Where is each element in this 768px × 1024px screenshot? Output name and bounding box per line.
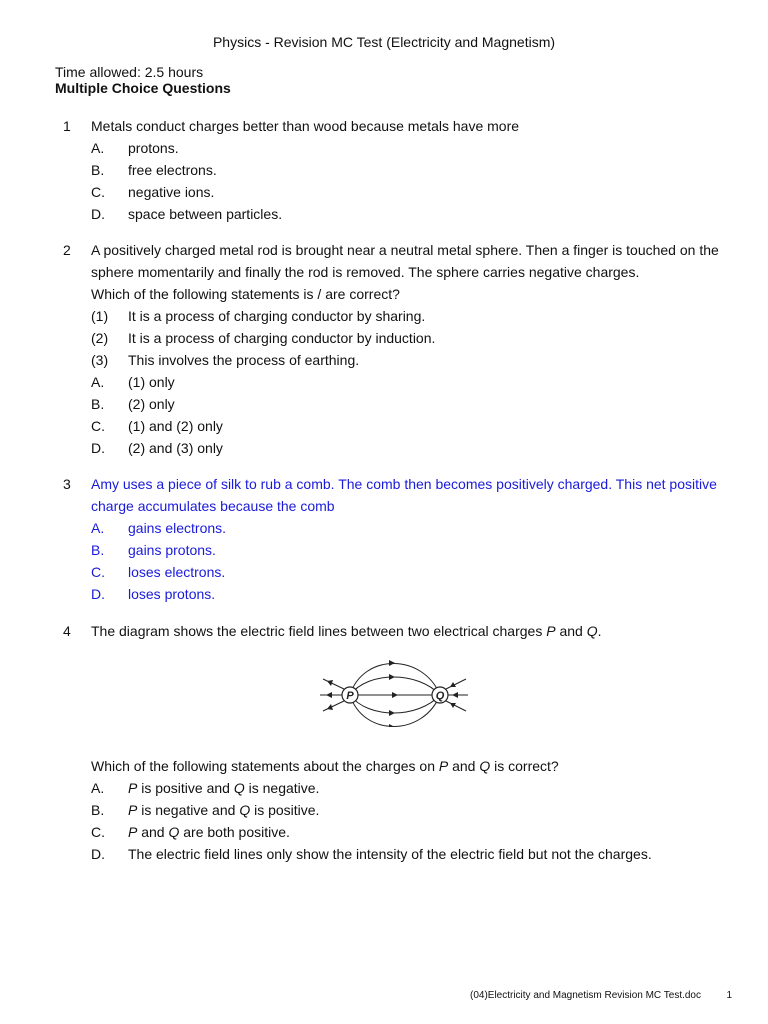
question-2 [0, 239, 768, 459]
question-1 [0, 115, 768, 225]
footer-filename: (04)Electricity and Magnetism Revision MC Test.doc [469, 990, 701, 1001]
statement-1: (1) It is a process of charging conductor by sharing. [91, 308, 426, 324]
question-stem: Metals conduct charges better than wood because metals have more [91, 118, 520, 134]
option-a: A. gains electrons. [91, 520, 227, 536]
charge-q-label: Q [435, 690, 445, 702]
question-stem: Amy uses a piece of silk to rub a comb. The comb then becomes positively charged. This net positive [91, 476, 717, 492]
option-a: A. protons. [91, 140, 179, 156]
section-heading: Multiple Choice Questions [55, 80, 231, 96]
statement-2: (2) It is a process of charging conductor by induction. [91, 330, 436, 346]
charge-p-label: P [346, 690, 354, 702]
option-c: C. loses electrons. [91, 564, 226, 580]
question-prompt: Which of the following statements about the charges on P and Q is correct? [91, 758, 559, 774]
question-stem: A positively charged metal rod is brought near a neutral metal sphere. Then a finger is touched on the [91, 242, 719, 258]
option-c: C. (1) and (2) only [91, 418, 223, 434]
field-line-outer-top [350, 664, 440, 696]
option-a: A. P is positive and Q is negative. [91, 780, 320, 796]
question-prompt: Which of the following statements is / are correct? [91, 286, 400, 302]
arrow-icon [392, 692, 398, 698]
question-number: 4 [63, 623, 71, 639]
arrow-icon [389, 674, 395, 680]
arrow-icon [389, 710, 395, 716]
question-4-continued [0, 755, 768, 865]
question-number: 1 [63, 118, 71, 134]
field-line-p-upper [323, 679, 344, 689]
option-d: D. The electric field lines only show the intensity of the electric field but not the charges. [91, 846, 652, 862]
option-c: C. negative ions. [91, 184, 215, 200]
page-footer [0, 990, 768, 1004]
question-4 [0, 620, 768, 642]
field-line-inner-bottom [350, 695, 440, 713]
option-d: D. loses protons. [91, 586, 216, 602]
option-b: B. P is negative and Q is positive. [91, 802, 320, 818]
question-number: 2 [63, 242, 71, 258]
electric-field-diagram [318, 655, 470, 727]
question-number: 3 [63, 476, 71, 492]
field-line-outer-bottom [350, 695, 440, 727]
field-line-p-lower [323, 701, 344, 711]
page-title: Physics - Revision MC Test (Electricity and Magnetism) [212, 34, 556, 50]
question-stem: The diagram shows the electric field lines between two electrical charges P and Q. [91, 623, 602, 639]
field-line-q-upper [446, 679, 466, 689]
field-line-q-lower [446, 701, 466, 711]
time-allowed: Time allowed: 2.5 hours [55, 64, 204, 80]
question-stem: sphere momentarily and finally the rod is removed. The sphere carries negative charges. [91, 264, 640, 280]
option-b: B. (2) only [91, 396, 175, 412]
option-b: B. gains protons. [91, 542, 216, 558]
question-3 [0, 473, 768, 605]
question-stem: charge accumulates because the comb [91, 498, 335, 514]
option-d: D. (2) and (3) only [91, 440, 223, 456]
arrow-icon [452, 692, 458, 698]
statement-3: (3) This involves the process of earthing. [91, 352, 360, 368]
arrow-icon [389, 660, 395, 666]
field-line-inner-top [350, 677, 440, 695]
option-c: C. P and Q are both positive. [91, 824, 290, 840]
footer-page-number: 1 [726, 990, 732, 1001]
option-a: A. (1) only [91, 374, 175, 390]
arrow-icon [326, 692, 332, 698]
option-b: B. free electrons. [91, 162, 217, 178]
option-d: D. space between particles. [91, 206, 283, 222]
